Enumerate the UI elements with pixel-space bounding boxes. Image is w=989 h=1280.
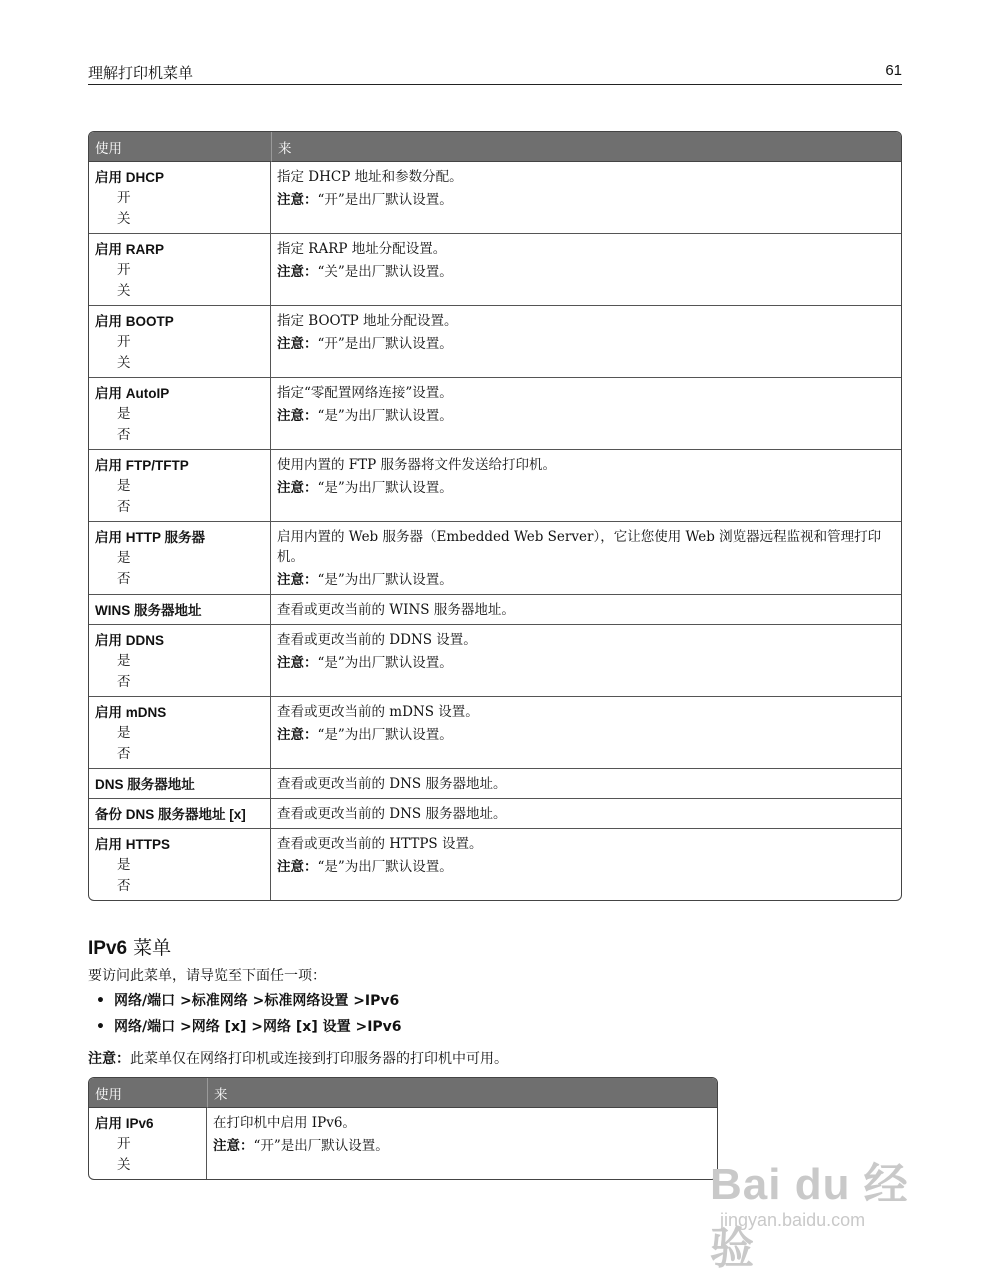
description-cell [271,594,901,624]
setting-name: 备份 DNS 服务器地址 [x] [95,807,246,822]
note-label: 注意： [277,192,318,208]
setting-option: 否 [117,427,131,443]
setting-option: 关 [117,283,131,299]
note-text: “是”为出厂默认设置。 [317,572,453,588]
setting-note [277,478,895,499]
setting-note [277,262,895,283]
table-row [89,828,901,900]
setting-name: 启用 RARP [95,242,165,257]
setting-name: 启用 AutoIP [95,386,170,401]
setting-note [277,334,895,355]
setting-description: 指定“零配置网络连接”设置。 [277,385,453,401]
setting-description: 查看或更改当前的 HTTPS 设置。 [277,836,483,852]
setting-note [277,190,895,211]
tcpip-menu-table [88,131,902,901]
setting-option: 否 [117,499,131,515]
setting-description: 启用内置的 Web 服务器（Embedded Web Server），它让您使用 Web 浏览器远程监视和管理打印机。 [277,529,882,565]
setting-description: 查看或更改当前的 DNS 服务器地址。 [277,806,507,822]
description-cell [271,305,901,377]
description-cell [271,521,901,594]
setting-note [277,653,895,674]
setting-name: 启用 HTTP 服务器 [95,530,206,545]
watermark-logo-text: Bai du 经验 [710,1160,909,1273]
note-text: “关”是出厂默认设置。 [317,264,453,280]
description-cell [271,449,901,521]
note-text: “开”是出厂默认设置。 [317,336,453,352]
table-row [89,162,901,233]
setting-option: 是 [117,406,131,422]
setting-description: 指定 DHCP 地址和参数分配。 [277,169,463,185]
setting-description: 指定 BOOTP 地址分配设置。 [277,313,458,329]
ipv6-path-list [96,990,402,1042]
description-cell [271,162,901,233]
setting-cell [89,162,271,233]
setting-cell [89,233,271,305]
setting-note [277,406,895,427]
setting-description: 查看或更改当前的 mDNS 设置。 [277,704,479,720]
note-text: “是”为出厂默认设置。 [317,480,453,496]
table-row [89,233,901,305]
setting-cell [89,305,271,377]
setting-option: 否 [117,746,131,762]
note-label: 注意： [213,1138,254,1154]
setting-cell [89,594,271,624]
description-cell [271,624,901,696]
note-text: “开”是出厂默认设置。 [253,1138,389,1154]
tcpip-menu-body [89,162,901,900]
setting-cell [89,768,271,798]
setting-description: 查看或更改当前的 DDNS 设置。 [277,632,477,648]
setting-option: 是 [117,550,131,566]
column-header-use: 使用 [89,132,271,162]
table-row [89,624,901,696]
setting-name: 启用 mDNS [95,705,167,720]
setting-cell [89,624,271,696]
ipv6-note-label: 注意： [88,1051,130,1067]
setting-option: 否 [117,674,131,690]
column-header-to: 来 [271,132,901,162]
note-label: 注意： [277,859,318,875]
ipv6-path-item: • 网络/端口 >网络 [x] >网络 [x] 设置 >IPv6 [96,1016,402,1042]
ipv6-intro: 要访问此菜单，请导览至下面任一项： [88,968,326,984]
setting-note [213,1136,711,1157]
setting-description: 查看或更改当前的 WINS 服务器地址。 [277,602,515,618]
description-cell [271,828,901,900]
setting-name: 启用 DDNS [95,633,165,648]
ipv6-path-item: • 网络/端口 >标准网络 >标准网络设置 >IPv6 [96,990,402,1016]
setting-cell [89,798,271,828]
setting-cell [89,696,271,768]
setting-note [277,570,895,591]
column-header-use: 使用 [89,1078,207,1108]
note-label: 注意： [277,572,318,588]
table-row [89,696,901,768]
setting-option: 开 [117,262,131,278]
note-text: “是”为出厂默认设置。 [317,408,453,424]
setting-cell [89,377,271,449]
note-label: 注意： [277,408,318,424]
setting-option: 开 [117,190,131,206]
ipv6-title-bold: IPv6 [88,938,128,959]
watermark-url: jingyan.baidu.com [720,1210,866,1230]
setting-cell [89,521,271,594]
setting-option: 否 [117,878,131,894]
column-header-to: 来 [207,1078,717,1108]
table-row [89,1108,717,1179]
setting-option: 关 [117,1157,131,1173]
table-row [89,521,901,594]
setting-option: 是 [117,725,131,741]
setting-name: 启用 HTTPS [95,837,171,852]
setting-description: 使用内置的 FTP 服务器将文件发送给打印机。 [277,457,557,473]
setting-name: DNS 服务器地址 [95,777,195,792]
note-label: 注意： [277,727,318,743]
setting-option: 是 [117,653,131,669]
header-title: 理解打印机菜单 [88,64,194,82]
setting-option: 关 [117,211,131,227]
setting-note [277,725,895,746]
description-cell [207,1108,717,1179]
table-row [89,594,901,624]
setting-description: 在打印机中启用 IPv6。 [213,1115,356,1131]
table-row [89,798,901,828]
note-label: 注意： [277,264,318,280]
note-text: “是”为出厂默认设置。 [317,727,453,743]
ipv6-menu-table [88,1077,718,1180]
setting-option: 开 [117,1136,131,1152]
setting-option: 否 [117,571,131,587]
setting-description: 查看或更改当前的 DNS 服务器地址。 [277,776,507,792]
description-cell [271,768,901,798]
ipv6-note [88,1048,508,1068]
table-row [89,377,901,449]
setting-name: 启用 DHCP [95,170,165,185]
setting-name: WINS 服务器地址 [95,603,202,618]
description-cell [271,377,901,449]
ipv6-note-text: 此菜单仅在网络打印机或连接到打印服务器的打印机中可用。 [130,1051,508,1067]
table-row [89,768,901,798]
table-row [89,449,901,521]
description-cell [271,233,901,305]
setting-name: 启用 BOOTP [95,314,174,329]
setting-option: 开 [117,334,131,350]
setting-option: 关 [117,355,131,371]
description-cell [271,798,901,828]
ipv6-section-title [88,933,171,960]
setting-cell [89,828,271,900]
note-text: “是”为出厂默认设置。 [317,859,453,875]
setting-name: 启用 FTP/TFTP [95,458,189,473]
setting-cell [89,449,271,521]
setting-description: 指定 RARP 地址分配设置。 [277,241,447,257]
setting-option: 是 [117,857,131,873]
note-text: “开”是出厂默认设置。 [317,192,453,208]
setting-note [277,857,895,878]
table-row [89,305,901,377]
page-number: 61 [885,62,902,79]
note-text: “是”为出厂默认设置。 [317,655,453,671]
ipv6-menu-body [89,1108,717,1179]
setting-option: 是 [117,478,131,494]
baidu-watermark [700,1140,940,1273]
note-label: 注意： [277,655,318,671]
setting-cell [89,1108,207,1179]
setting-name: 启用 IPv6 [95,1116,154,1131]
description-cell [271,696,901,768]
ipv6-title-rest: 菜单 [127,937,172,959]
page-header [88,62,902,85]
note-label: 注意： [277,480,318,496]
note-label: 注意： [277,336,318,352]
